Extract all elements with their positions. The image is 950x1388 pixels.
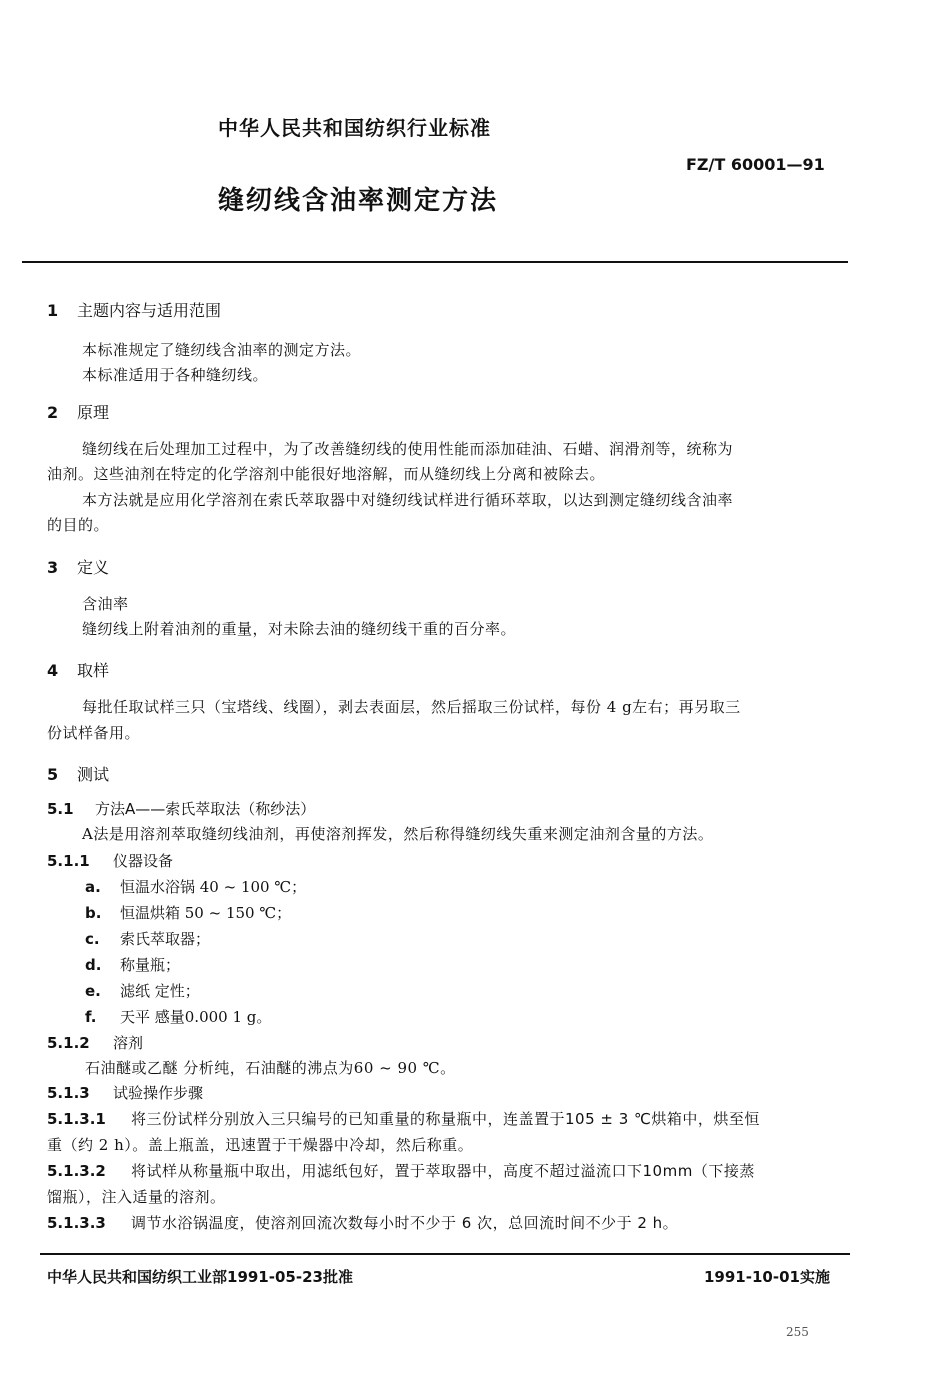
approval-line: 中华人民共和国纺织工业部1991-05-23批准 (47, 1268, 353, 1286)
item-text: 索氏萃取器； (120, 930, 211, 948)
item-text: 恒温烘箱 50 ~ 150 ℃； (120, 904, 292, 922)
page-number: 255 (786, 1325, 809, 1339)
section-5-heading (47, 762, 109, 785)
definition-term: 含油率 (82, 595, 129, 613)
subsection-5-1-heading (47, 798, 315, 819)
definition-text: 缝纫线上附着油剂的重量，对未除去油的缝纫线干重的百分率。 (82, 620, 517, 638)
item-text: 天平 感量0.000 1 g。 (120, 1008, 272, 1026)
equipment-item (85, 980, 200, 1001)
item-marker: c. (85, 930, 100, 948)
section-title: 原理 (77, 403, 110, 422)
item-marker: a. (85, 878, 101, 896)
equipment-item (85, 928, 210, 949)
section-number: 1 (47, 301, 59, 320)
step-text: 将试样从称量瓶中取出，用滤纸包好，置于萃取器中，高度不超过溢流口下10mm（下接蒸 (131, 1162, 755, 1180)
item-marker: e. (85, 982, 101, 1000)
paragraph-line: 油剂。这些油剂在特定的化学溶剂中能很好地溶解，而从缝纫线上分离和被除去。 (47, 465, 606, 483)
equipment-item (85, 876, 306, 897)
step-number: 5.1.3.2 (47, 1162, 106, 1180)
subsection-5-1-1-heading (47, 850, 173, 871)
standard-code: FZ/T 60001—91 (686, 155, 825, 174)
section-3-heading (47, 555, 109, 578)
section-number: 4 (47, 661, 59, 680)
item-marker: b. (85, 904, 102, 922)
step-5-1-3-3 (47, 1212, 678, 1233)
issuing-organization: 中华人民共和国纺织行业标准 (218, 116, 491, 140)
header-rule (22, 261, 848, 263)
step-text: 调节水浴锅温度，使溶剂回流次数每小时不少于 6 次，总回流时间不少于 2 h。 (131, 1214, 679, 1232)
section-1-heading (47, 298, 221, 321)
subsection-number: 5.1.2 (47, 1034, 90, 1052)
equipment-item (85, 902, 291, 923)
paragraph: 石油醚或乙醚 分析纯，石油醚的沸点为60 ~ 90 ℃。 (85, 1059, 456, 1077)
step-5-1-3-2 (47, 1160, 755, 1181)
subsection-title: 方法A——索氏萃取法（称纱法） (95, 800, 316, 818)
paragraph-line: 本方法就是应用化学溶剂在索氏萃取器中对缝纫线试样进行循环萃取，以达到测定缝纫线含油率 (82, 491, 734, 509)
section-title: 取样 (77, 661, 110, 680)
section-number: 2 (47, 403, 59, 422)
subsection-number: 5.1.3 (47, 1084, 90, 1102)
section-title: 测试 (77, 765, 110, 784)
paragraph-line: 份试样备用。 (47, 724, 141, 742)
section-number: 5 (47, 765, 59, 784)
document-title: 缝纫线含油率测定方法 (218, 186, 499, 216)
section-4-heading (47, 658, 109, 681)
step-number: 5.1.3.1 (47, 1110, 106, 1128)
item-text: 恒温水浴锅 40 ~ 100 ℃； (120, 878, 307, 896)
equipment-item (85, 954, 180, 975)
subsection-5-1-3-heading (47, 1082, 203, 1103)
equipment-item (85, 1006, 271, 1027)
paragraph-line: 缝纫线在后处理加工过程中，为了改善缝纫线的使用性能而添加硅油、石蜡、润滑剂等，统称为 (82, 440, 734, 458)
subsection-number: 5.1.1 (47, 852, 90, 870)
paragraph: 本标准适用于各种缝纫线。 (82, 366, 269, 384)
item-text: 称量瓶； (120, 956, 181, 974)
section-title: 定义 (77, 558, 110, 577)
item-marker: d. (85, 956, 102, 974)
paragraph-line: 每批任取试样三只（宝塔线、线圈），剥去表面层，然后摇取三份试样，每份 4 g左右；再另取三 (82, 698, 741, 716)
section-2-heading (47, 400, 109, 423)
section-title: 主题内容与适用范围 (77, 301, 222, 320)
section-number: 3 (47, 558, 59, 577)
step-number: 5.1.3.3 (47, 1214, 106, 1232)
step-text-continued: 馏瓶），注入适量的溶剂。 (47, 1188, 226, 1206)
subsection-5-1-2-heading (47, 1032, 143, 1053)
footer-rule (40, 1253, 850, 1255)
step-text-continued: 重（约 2 h）。盖上瓶盖，迅速置于干燥器中冷却，然后称重。 (47, 1136, 474, 1154)
effective-date: 1991-10-01实施 (704, 1268, 830, 1286)
paragraph: A法是用溶剂萃取缝纫线油剂，再使溶剂挥发，然后称得缝纫线失重来测定油剂含量的方法。 (82, 825, 714, 843)
item-text: 滤纸 定性； (120, 982, 200, 1000)
subsection-title: 溶剂 (113, 1034, 144, 1052)
paragraph-line: 的目的。 (47, 516, 110, 534)
step-5-1-3-1 (47, 1108, 760, 1129)
step-text: 将三份试样分别放入三只编号的已知重量的称量瓶中，连盖置于105 ± 3 ℃烘箱中，烘至恒 (131, 1110, 760, 1128)
item-marker: f. (85, 1008, 97, 1026)
paragraph: 本标准规定了缝纫线含油率的测定方法。 (82, 341, 362, 359)
subsection-title: 试验操作步骤 (113, 1084, 204, 1102)
subsection-number: 5.1 (47, 800, 74, 818)
subsection-title: 仪器设备 (113, 852, 174, 870)
